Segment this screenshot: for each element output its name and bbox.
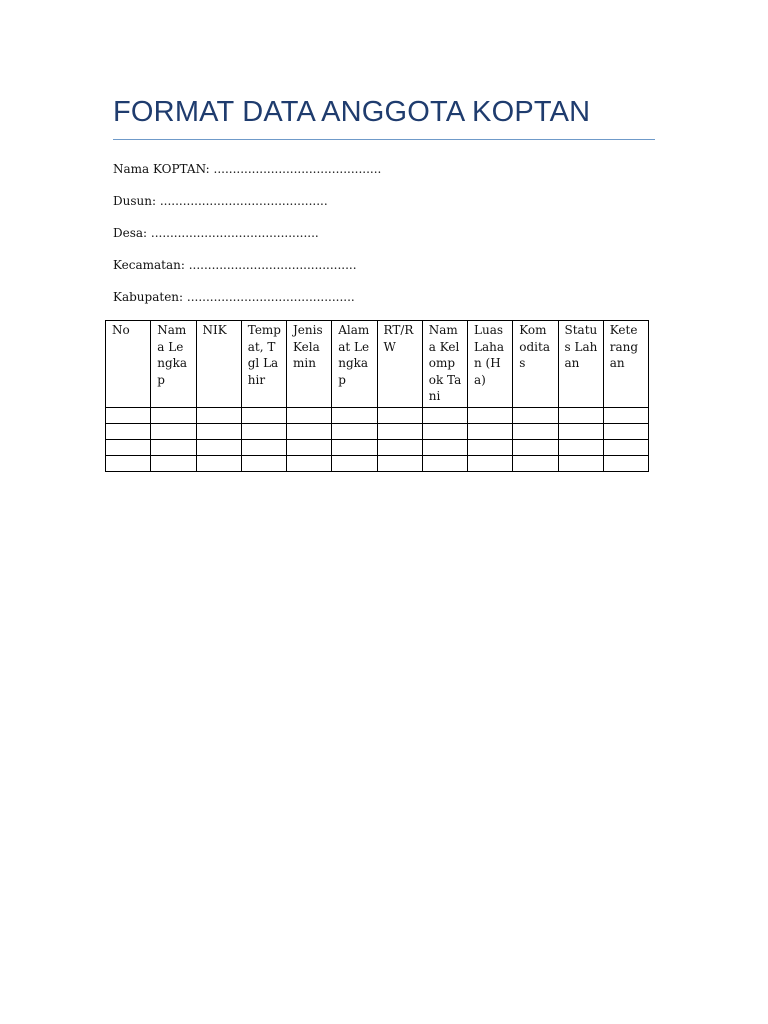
- header-rt-rw: RT/RW: [377, 321, 422, 408]
- table-row: [106, 439, 649, 455]
- table-cell: [603, 407, 648, 423]
- table-cell: [196, 423, 241, 439]
- table-row: [106, 455, 649, 471]
- table-cell: [468, 455, 513, 471]
- table-cell: [151, 407, 196, 423]
- table-cell: [377, 439, 422, 455]
- table-header-row: [106, 321, 649, 408]
- table-body: [106, 407, 649, 471]
- table-cell: [196, 407, 241, 423]
- table-cell: [332, 439, 377, 455]
- table-cell: [241, 407, 286, 423]
- header-tempat-tgl-lahir: Tempat, Tgl Lahir: [241, 321, 286, 408]
- header-nik: NIK: [196, 321, 241, 408]
- header-no: No: [106, 321, 151, 408]
- header-nama-kelompok-tani: Nama Kelompok Tani: [422, 321, 467, 408]
- table-cell: [287, 407, 332, 423]
- table-cell: [558, 439, 603, 455]
- table-cell: [287, 423, 332, 439]
- table-cell: [558, 455, 603, 471]
- table-cell: [513, 423, 558, 439]
- table-cell: [196, 455, 241, 471]
- table-cell: [513, 407, 558, 423]
- table-cell: [377, 407, 422, 423]
- header-keterangan: Keterangan: [603, 321, 648, 408]
- table-cell: [106, 455, 151, 471]
- title-underline: [113, 139, 655, 140]
- table-cell: [603, 439, 648, 455]
- field-dusun: Dusun: ............................................: [113, 194, 328, 208]
- header-jenis-kelamin: Jenis Kelamin: [287, 321, 332, 408]
- table-cell: [558, 423, 603, 439]
- table-cell: [196, 439, 241, 455]
- table-cell: [422, 439, 467, 455]
- header-alamat-lengkap: Alamat Lengkap: [332, 321, 377, 408]
- table-cell: [513, 439, 558, 455]
- table-cell: [603, 423, 648, 439]
- table-cell: [377, 423, 422, 439]
- field-desa: Desa: ............................................: [113, 226, 319, 240]
- table-cell: [241, 439, 286, 455]
- member-data-table: [105, 320, 649, 472]
- table-cell: [468, 423, 513, 439]
- table-cell: [513, 455, 558, 471]
- table-cell: [241, 423, 286, 439]
- table-cell: [151, 439, 196, 455]
- table-cell: [287, 455, 332, 471]
- table-cell: [332, 407, 377, 423]
- field-nama-koptan: Nama KOPTAN: ............................................: [113, 162, 382, 176]
- field-kecamatan: Kecamatan: ............................................: [113, 258, 357, 272]
- header-luas-lahan: Luas Lahan (Ha): [468, 321, 513, 408]
- table-row: [106, 407, 649, 423]
- table-cell: [422, 423, 467, 439]
- table-cell: [106, 423, 151, 439]
- table-cell: [241, 455, 286, 471]
- table-cell: [603, 455, 648, 471]
- table-cell: [151, 455, 196, 471]
- table-cell: [106, 407, 151, 423]
- table-cell: [468, 407, 513, 423]
- table-cell: [287, 439, 332, 455]
- table-row: [106, 423, 649, 439]
- document-title: FORMAT DATA ANGGOTA KOPTAN: [113, 96, 591, 128]
- header-nama-lengkap: Nama Lengkap: [151, 321, 196, 408]
- table-cell: [422, 407, 467, 423]
- table-cell: [332, 455, 377, 471]
- table-cell: [558, 407, 603, 423]
- table-cell: [151, 423, 196, 439]
- field-kabupaten: Kabupaten: ............................................: [113, 290, 355, 304]
- table-cell: [106, 439, 151, 455]
- header-status-lahan: Status Lahan: [558, 321, 603, 408]
- header-komoditas: Komoditas: [513, 321, 558, 408]
- table-cell: [422, 455, 467, 471]
- table-cell: [468, 439, 513, 455]
- table-cell: [377, 455, 422, 471]
- table-cell: [332, 423, 377, 439]
